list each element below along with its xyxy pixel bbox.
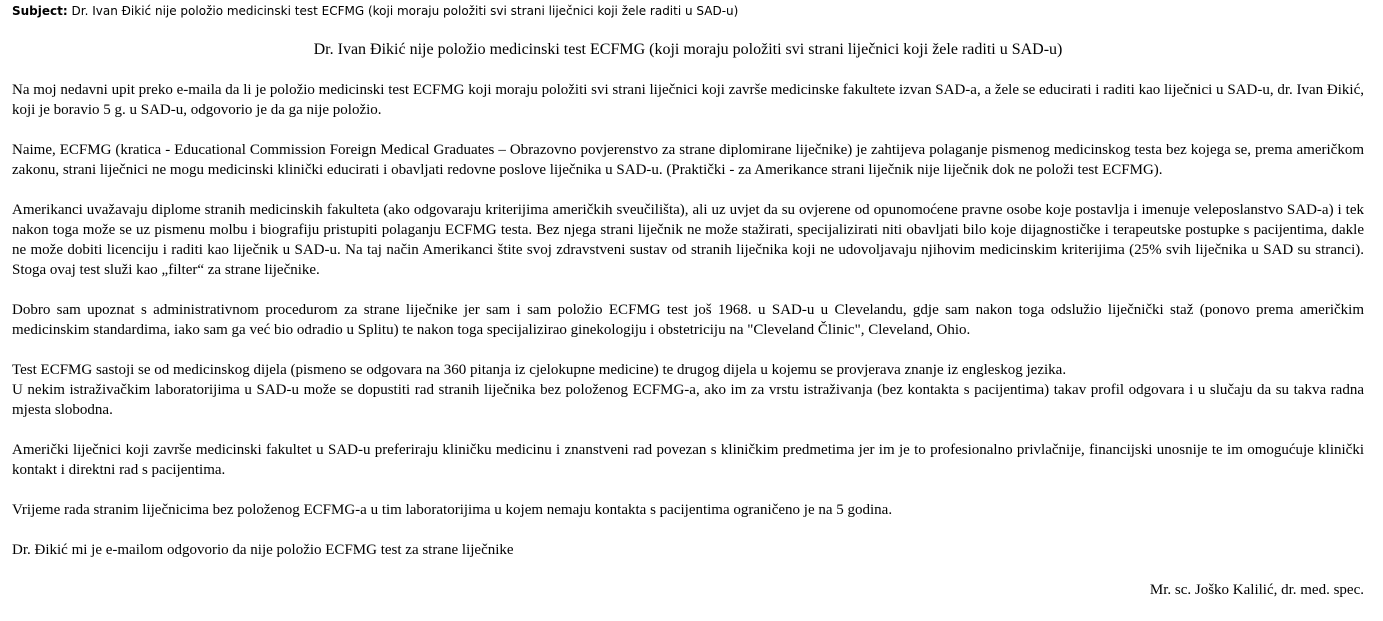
paragraph-american-doctors: Američki liječnici koji završe medicinski fakultet u SAD-u preferiraju kliničku medicinu i znanstveni rad povezan s kliničkim predmetima jer im je to profesionalno privlačnije, financijski unosnije te im omogućuje klinički kontakt i direktni rad s pacijentima. <box>12 442 1364 478</box>
paragraph-author-experience: Dobro sam upoznat s administrativnom procedurom za strane liječnike jer sam i sam položio ECFMG test još 1968. u SAD-u u Clevelandu, gdje sam nakon toga odslužio liječnički staž (ponovo prema američkim medicinskim standardima, iako sam ga već bio odradio u Splitu) te nakon toga specijalizirao ginekologiju i obstetriciju na "Cleveland Člinic", Cleveland, Ohio. <box>12 302 1364 338</box>
paragraph-test-structure: Test ECFMG sastoji se od medicinskog dijela (pismeno se odgovara na 360 pitanja iz cjelokupne medicine) te drugog dijela u kojemu se provjerava znanje iz engleskog jezika. <box>12 362 1067 378</box>
email-subject-line <box>12 4 738 19</box>
paragraph-diploma-recognition: Amerikanci uvažavaju diplome stranih medicinskih fakulteta (ako odgovaraju kriterijima američkih sveučilišta), ali uz uvjet da su ovjerene od opunomoćene pravne osobe koje postavlja i imenuje veleposlanstvo SAD-a) i tek nakon toga može se uz pismenu molbu i biografiju pristupiti polaganju ECFMG testa. Bez njega strani liječnik ne može stažirati, specijalizirati niti obavljati bilo koje dijagnostičke i terapeutske postupke s pacijentima, dakle ne može dobiti licenciju i raditi kao liječnik u SAD-u. Na taj način Amerikanci štite svoj zdravstveni sustav od stranih liječnika koji ne udovoljavaju njihovim medicinskim kriterijima (25% svih liječnika u SAD su stranci). Stoga ovaj test služi kao „filter“ za strane liječnike. <box>12 202 1364 278</box>
paragraph-ecfmg-definition: Naime, ECFMG (kratica - Educational Commission Foreign Medical Graduates – Obrazovno povjerenstvo za strane diplomirane liječnike) je zahtijeva polaganje pismenog medicinskog testa bez kojega se, prema američkom zakonu, strani liječnici ne mogu medicinski klinički educirati i obavljati redovne poslove liječnika u SAD-u. (Praktički - za Amerikance strani liječnik nije liječnik dok ne položi test ECFMG). <box>12 142 1364 178</box>
signature: Mr. sc. Joško Kalilić, dr. med. spec. <box>1149 582 1364 598</box>
paragraph-conclusion: Dr. Đikić mi je e-mailom odgovorio da nije položio ECFMG test za strane liječnike <box>12 542 514 558</box>
paragraph-time-limit: Vrijeme rada stranim liječnicima bez položenog ECFMG-a u tim laboratorijima u kojem nemaju kontakta s pacijentima ograničeno je na 5 godina. <box>12 502 893 518</box>
message-body <box>12 40 1364 600</box>
paragraph-intro: Na moj nedavni upit preko e-maila da li je položio medicinski test ECFMG koji moraju položiti svi strani liječnici koji završe medicinske fakultete izvan SAD-a, a žele se educirati i raditi kao liječnici u SAD-u, dr. Ivan Đikić, koji je boravio 5 g. u SAD-u, odgovorio je da ga nije položio. <box>12 82 1364 118</box>
subject-text: Dr. Ivan Đikić nije položio medicinski test ECFMG (koji moraju položiti svi strani liječnici koji žele raditi u SAD-u) <box>71 4 739 18</box>
message-title: Dr. Ivan Đikić nije položio medicinski test ECFMG (koji moraju položiti svi strani liječnici koji žele raditi u SAD-u) <box>313 41 1063 58</box>
subject-label: Subject: <box>12 4 68 18</box>
paragraph-research-labs: U nekim istraživačkim laboratorijima u SAD-u može se dopustiti rad stranih liječnika bez položenog ECFMG-a, ako im za vrstu istraživanja (bez kontakta s pacijentima) takav profil odgovara i u slučaju da su takva radna mjesta slobodna. <box>12 382 1364 418</box>
